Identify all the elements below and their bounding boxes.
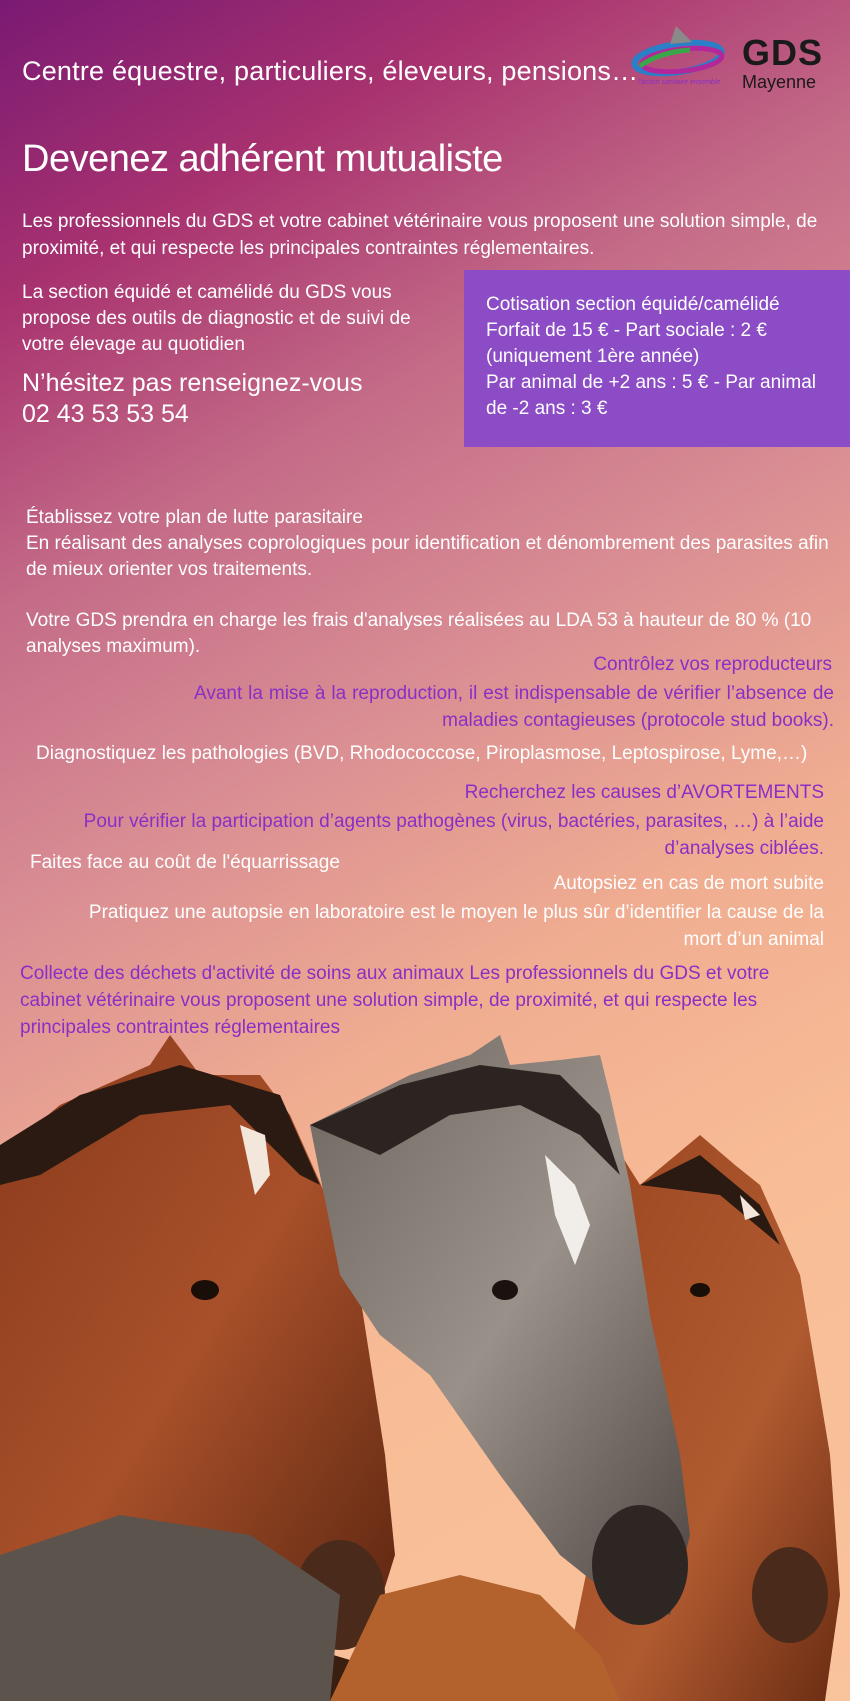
autopsie-title: Autopsiez en cas de mort subite bbox=[553, 873, 824, 894]
cta-line: N’hésitez pas renseignez-vous bbox=[22, 369, 363, 397]
reproducteurs-title: Contrôlez vos reproducteurs bbox=[593, 654, 832, 675]
collecte-text: Collecte des déchets d'activité de soins aux animaux Les professionnels du GDS et votre cabinet vétérinaire vous proposent une solution simple, de proximité, et qui respecte les principales contraintes réglementaires bbox=[20, 963, 770, 1038]
phone-number[interactable]: 02 43 53 53 54 bbox=[22, 400, 189, 428]
logo-name: GDS bbox=[742, 32, 824, 73]
cotisation-box bbox=[464, 270, 850, 447]
parasites-section bbox=[26, 505, 836, 583]
intro-text: Les professionnels du GDS et votre cabinet vétérinaire vous proposent une solution simple, de proximité, et qui respecte les principales contraintes réglementaires. bbox=[22, 211, 818, 259]
logo-slogan: l'action sanitaire ensemble bbox=[638, 79, 721, 86]
cotisation-line-3: Par animal de +2 ans : 5 € - Par animal de -2 ans : 3 € bbox=[486, 372, 817, 419]
contact-cta bbox=[22, 368, 362, 430]
page-title: Devenez adhérent mutualiste bbox=[22, 138, 503, 180]
gds-logo[interactable] bbox=[630, 20, 840, 95]
equarrissage-text: Faites face au coût de l'équarrissage bbox=[30, 852, 340, 873]
autopsie-body: Pratiquez une autopsie en laboratoire est le moyen le plus sûr d’identifier la cause de la mort d’un animal bbox=[88, 902, 824, 950]
avortements-title: Recherchez les causes d’AVORTEMENTS bbox=[464, 782, 824, 803]
gds-logo-swoosh-icon bbox=[630, 24, 730, 84]
cotisation-title: Cotisation section équidé/camélidé bbox=[486, 294, 780, 315]
parasites-body: En réalisant des analyses coprologiques pour identification et dénombrement des parasites afin de mieux orienter vos traitements. bbox=[26, 533, 829, 580]
tagline: Centre équestre, particuliers, éleveurs, pensions… bbox=[22, 56, 639, 86]
section-description: La section équidé et camélidé du GDS vous propose des outils de diagnostic et de suivi de votre élevage au quotidien bbox=[22, 282, 411, 355]
reproducteurs-body: Avant la mise à la reproduction, il est indispensable de vérifier l’absence de maladies contagieuses (protocole stud books). bbox=[194, 683, 834, 731]
cotisation-line-1: Forfait de 15 € - Part sociale : 2 € bbox=[486, 320, 767, 341]
diagnostic-text: Diagnostiquez les pathologies (BVD, Rhodococcose, Piroplasmose, Leptospirose, Lyme,…) bbox=[36, 743, 808, 764]
horses-photo bbox=[0, 1035, 850, 1701]
cotisation-line-2: (uniquement 1ère année) bbox=[486, 346, 700, 367]
parasites-title: Établissez votre plan de lutte parasitaire bbox=[26, 507, 363, 528]
avortements-body: Pour vérifier la participation d’agents pathogènes (virus, bactéries, parasites, …) à l’aide d’analyses ciblées. bbox=[83, 811, 824, 859]
logo-subtitle: Mayenne bbox=[742, 72, 817, 92]
gds-support-text: Votre GDS prendra en charge les frais d'analyses réalisées au LDA 53 à hauteur de 80 % (10 analyses maximum). bbox=[26, 610, 812, 657]
